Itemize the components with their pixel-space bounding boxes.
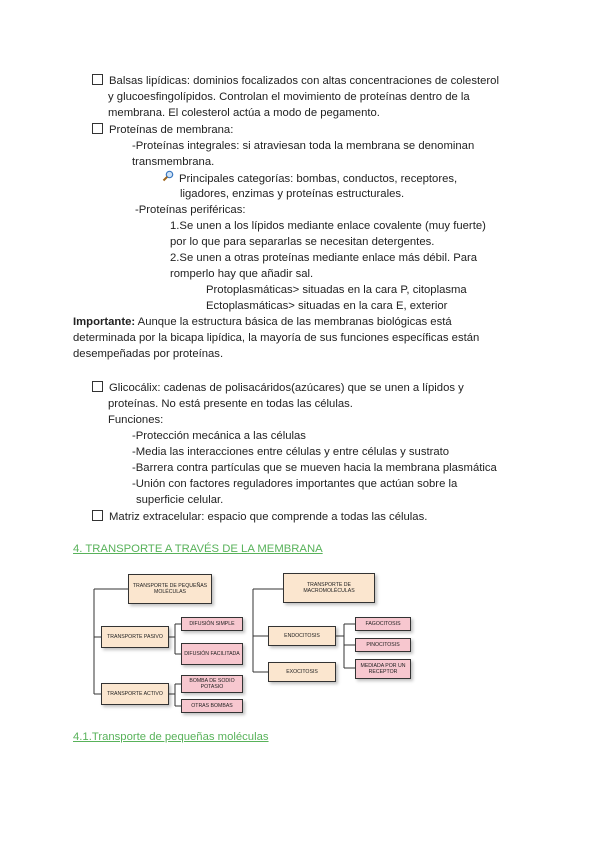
funcion-2: -Media las interacciones entre células y entre células y sustrato (132, 446, 450, 458)
proteinas-title: Proteínas de membrana: (109, 124, 234, 136)
section-heading-4-1[interactable]: 4.1.Transporte de pequeñas moléculas (73, 731, 269, 743)
funciones-title: Funciones: (108, 414, 164, 426)
checklist-item-balsas (92, 73, 499, 89)
box-otras-bombas: OTRAS BOMBAS (181, 699, 243, 713)
checklist-item-glicocalix (92, 380, 464, 396)
box-mediada-receptor: MEDIADA POR UN RECEPTOR (355, 659, 411, 679)
box-transporte-pasivo: TRANSPORTE PASIVO (101, 626, 169, 648)
box-bomba-sodio-potasio: BOMBA DE SODIO POTASIO (181, 675, 243, 693)
punto2-line-1: 2.Se unen a otras proteínas mediante enlace más débil. Para (170, 252, 478, 264)
integrales-line-2: transmembrana. (132, 156, 215, 168)
box-fagocitosis: FAGOCITOSIS (355, 617, 411, 631)
funcion-3: -Barrera contra partículas que se mueven hacia la membrana plasmática (132, 462, 497, 474)
funcion-4-line-2: superficie celular. (136, 494, 224, 506)
integrales-line-1: -Proteínas integrales: si atraviesan toda la membrana se denominan (132, 140, 475, 152)
checkbox-icon[interactable] (92, 510, 103, 521)
box-endocitosis: ENDOCITOSIS (268, 626, 336, 646)
balsas-line-2: y glucoesfingolípidos. Controlan el movimiento de proteínas dentro de la (108, 91, 470, 103)
punto1-line-1: 1.Se unen a los lípidos mediante enlace covalente (muy fuerte) (170, 220, 486, 232)
balsas-line-3: membrana. El colesterol actúa a modo de pegamento. (108, 107, 380, 119)
protoplasmaticas: Protoplasmáticas> situadas en la cara P, citoplasma (206, 284, 467, 296)
glicocalix-line-2: proteínas. No está presente en todas las células. (108, 398, 353, 410)
categorias-line-1: Principales categorías: bombas, conductos, receptores, (162, 170, 457, 187)
balsas-line-1: Balsas lipídicas: dominios focalizados con altas concentraciones de colesterol (109, 75, 499, 87)
box-transporte-activo: TRANSPORTE ACTIVO (101, 683, 169, 705)
glicocalix-line-1: Glicocálix: cadenas de polisacáridos(azúcares) que se unen a lípidos y (109, 382, 464, 394)
punto1-line-2: por lo que para separarlas se necesitan detergentes. (170, 236, 435, 248)
importante-label: Importante: (73, 316, 136, 328)
categorias-line-2: ligadores, enzimas y proteínas estructurales. (180, 188, 405, 200)
box-exocitosis: EXOCITOSIS (268, 662, 336, 682)
punto2-line-2: romperlo hay que añadir sal. (170, 268, 314, 280)
ectoplasmaticas: Ectoplasmáticas> situadas en la cara E, exterior (206, 300, 448, 312)
checkbox-icon[interactable] (92, 123, 103, 134)
box-pinocitosis: PINOCITOSIS (355, 638, 411, 652)
box-transporte-pequenas: TRANSPORTE DE PEQUEÑAS MOLÉCULAS (128, 574, 212, 604)
funcion-4-line-1: -Unión con factores reguladores importantes que actúan sobre la (132, 478, 458, 490)
checklist-item-proteinas (92, 122, 233, 138)
perifericas-title: -Proteínas periféricas: (135, 204, 246, 216)
checklist-item-matriz (92, 509, 427, 525)
importante-line-1: Importante: Aunque la estructura básica de las membranas biológicas está (73, 316, 452, 328)
magnifier-icon (162, 170, 175, 187)
funcion-1: -Protección mecánica a las células (132, 430, 306, 442)
box-difusion-simple: DIFUSIÓN SIMPLE (181, 617, 243, 631)
importante-line-2: determinada por la bicapa lipídica, la mayoría de sus funciones específicas están (73, 332, 480, 344)
box-difusion-facilitada: DIFUSIÓN FACILITADA (181, 643, 243, 665)
box-transporte-macromoleculas: TRANSPORTE DE MACROMOLÉCULAS (283, 573, 375, 603)
checkbox-icon[interactable] (92, 381, 103, 392)
section-heading-4[interactable]: 4. TRANSPORTE A TRAVÉS DE LA MEMBRANA (73, 543, 323, 555)
importante-line-3: desempeñadas por proteínas. (73, 348, 224, 360)
matriz-text: Matriz extracelular: espacio que comprende a todas las células. (109, 511, 428, 523)
checkbox-icon[interactable] (92, 74, 103, 85)
